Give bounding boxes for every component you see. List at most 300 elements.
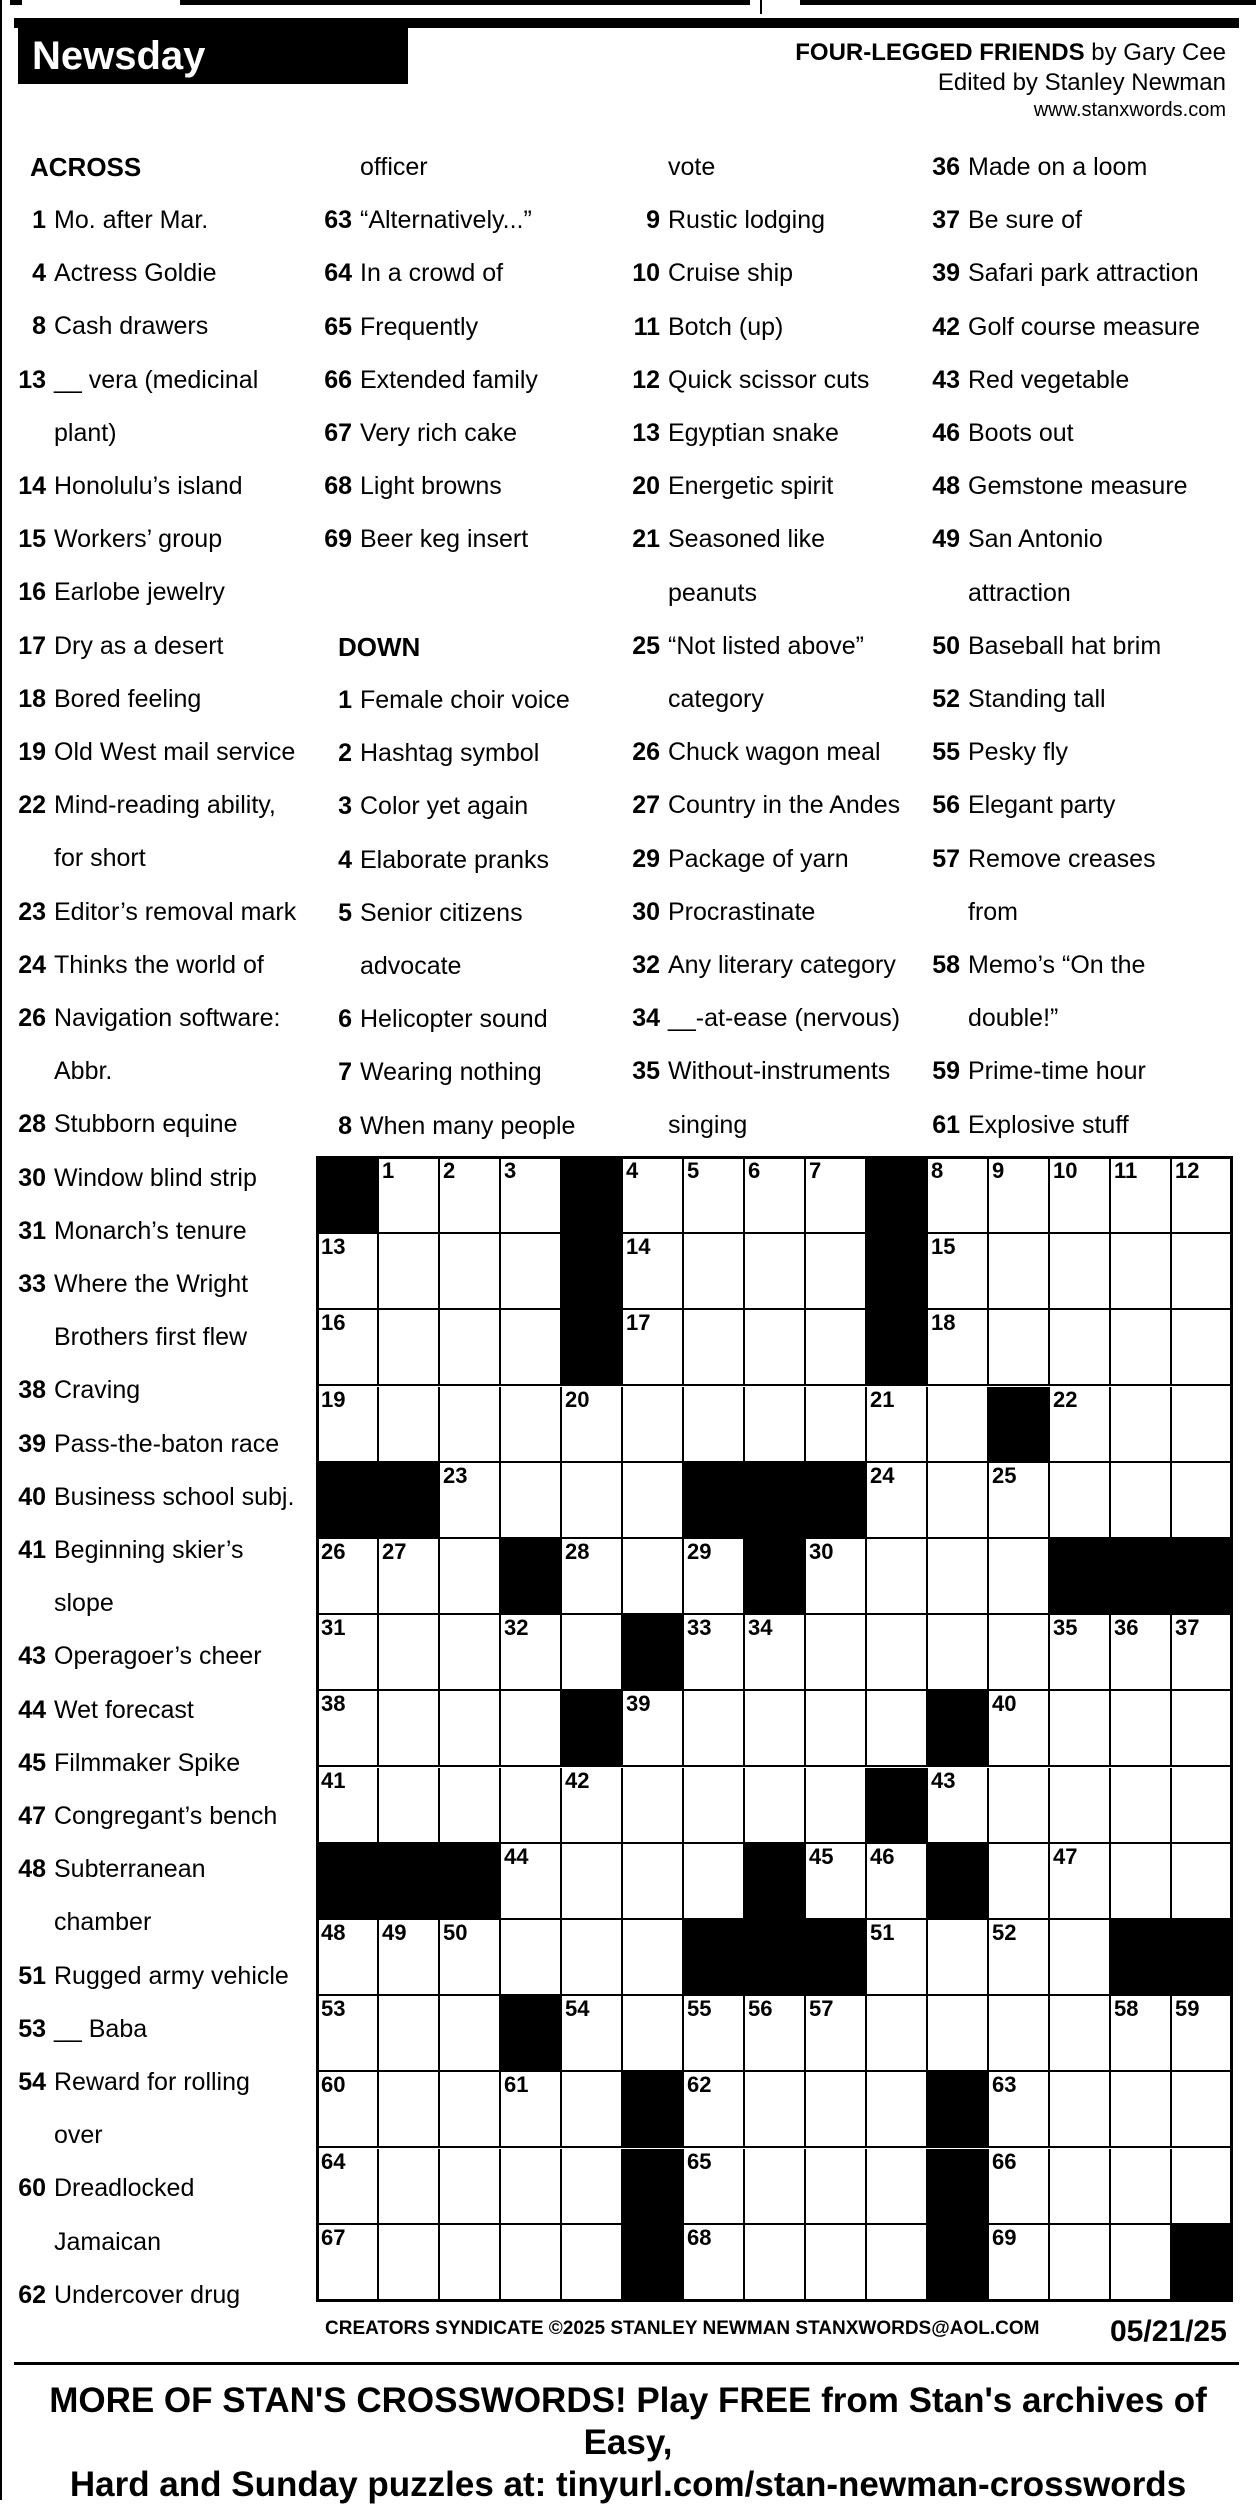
- grid-cell[interactable]: [867, 1691, 928, 1767]
- grid-cell[interactable]: [989, 1310, 1050, 1386]
- clue-text: over: [54, 2121, 103, 2150]
- grid-cell[interactable]: [440, 1310, 501, 1386]
- clue-continuation: [6, 407, 117, 460]
- clue-text: Monarch’s tenure: [54, 1216, 247, 1245]
- grid-cell[interactable]: [1111, 1615, 1172, 1691]
- grid-cell[interactable]: [562, 1539, 623, 1615]
- grid-cell[interactable]: [623, 1158, 684, 1234]
- cell-number: 26: [321, 1539, 346, 1564]
- grid-cell[interactable]: [562, 1920, 623, 1996]
- grid-cell[interactable]: [928, 1768, 989, 1844]
- clue-continuation: [620, 1099, 747, 1152]
- grid-cell[interactable]: [562, 1844, 623, 1920]
- grid-cell[interactable]: [928, 1996, 989, 2072]
- grid-cell[interactable]: [745, 1234, 806, 1310]
- clue-11: [620, 301, 783, 354]
- grid-cell[interactable]: [684, 1310, 745, 1386]
- clue-number: 27: [632, 791, 660, 820]
- grid-cell[interactable]: [379, 2149, 440, 2225]
- clue-text: Package of yarn: [668, 844, 849, 873]
- grid-cell[interactable]: [440, 2225, 501, 2301]
- clue-number: 55: [932, 738, 960, 767]
- promo-line-2: Hard and Sunday puzzles at: tinyurl.com/stan-newman-crosswords: [69, 2465, 1187, 2504]
- grid-cell[interactable]: [1172, 1387, 1233, 1463]
- clue-3: [312, 780, 528, 833]
- grid-cell[interactable]: [867, 1920, 928, 1996]
- grid-cell[interactable]: [989, 1920, 1050, 1996]
- grid-cell[interactable]: [440, 1691, 501, 1767]
- grid-cell[interactable]: [806, 1158, 867, 1234]
- clue-text: Wet forecast: [54, 1695, 194, 1724]
- grid-cell[interactable]: [928, 1920, 989, 1996]
- syndicate-credit: CREATORS SYNDICATE ©2025 STANLEY NEWMAN STANXWORDS@AOL.COM: [325, 2318, 1040, 2339]
- grid-cell[interactable]: [562, 2225, 623, 2301]
- grid-cell[interactable]: [623, 1920, 684, 1996]
- clue-number: 48: [932, 472, 960, 501]
- clue-30: [620, 886, 815, 939]
- grid-cell[interactable]: [501, 1920, 562, 1996]
- clue-12: [620, 354, 869, 407]
- grid-cell[interactable]: [562, 1768, 623, 1844]
- grid-cell[interactable]: [501, 1463, 562, 1539]
- clue-continuation: [620, 141, 715, 194]
- clue-text: Female choir voice: [360, 686, 570, 714]
- grid-cell[interactable]: [989, 1691, 1050, 1767]
- grid-cell[interactable]: [745, 2225, 806, 2301]
- grid-cell[interactable]: [1172, 1615, 1233, 1691]
- clue-number: 4: [338, 845, 352, 874]
- grid-cell[interactable]: [928, 1387, 989, 1463]
- puzzle-date: 05/21/25: [1110, 2315, 1227, 2348]
- grid-cell[interactable]: [1172, 1691, 1233, 1767]
- grid-cell[interactable]: [684, 1387, 745, 1463]
- grid-cell[interactable]: [623, 1310, 684, 1386]
- grid-cell[interactable]: [440, 1387, 501, 1463]
- grid-cell[interactable]: [440, 1539, 501, 1615]
- grid-cell[interactable]: [440, 1234, 501, 1310]
- grid-cell[interactable]: [745, 1691, 806, 1767]
- website: www.stanxwords.com: [1033, 99, 1226, 121]
- grid-cell[interactable]: [379, 1768, 440, 1844]
- clue-27: [620, 779, 900, 832]
- grid-cell[interactable]: [440, 1615, 501, 1691]
- grid-cell[interactable]: [989, 1234, 1050, 1310]
- grid-cell[interactable]: [501, 1310, 562, 1386]
- grid-cell[interactable]: [989, 1996, 1050, 2072]
- clue-48: [920, 460, 1188, 513]
- grid-cell[interactable]: [623, 1691, 684, 1767]
- grid-cell[interactable]: [501, 1691, 562, 1767]
- grid-cell[interactable]: [501, 1234, 562, 1310]
- cell-number: 69: [992, 2224, 1017, 2250]
- clue-text: Reward for rolling: [54, 2068, 250, 2096]
- grid-cell[interactable]: [623, 1844, 684, 1920]
- grid-cell[interactable]: [1050, 2072, 1111, 2148]
- clue-8: [6, 300, 208, 353]
- clue-number: 34: [632, 1004, 660, 1033]
- clue-number: 30: [632, 897, 660, 926]
- clue-text: Dreadlocked: [54, 2174, 195, 2203]
- grid-cell[interactable]: [623, 1463, 684, 1539]
- clue-number: 20: [632, 472, 660, 501]
- grid-block: [562, 1234, 623, 1310]
- cell-number: 40: [992, 1691, 1017, 1717]
- clue-text: Explosive stuff: [968, 1110, 1129, 1139]
- clue-text: Remove creases: [968, 844, 1156, 873]
- grid-cell[interactable]: [623, 1539, 684, 1615]
- grid-cell[interactable]: [440, 1996, 501, 2072]
- grid-cell[interactable]: [806, 1691, 867, 1767]
- grid-cell[interactable]: [989, 1615, 1050, 1691]
- grid-cell[interactable]: [989, 1768, 1050, 1844]
- grid-cell[interactable]: [1111, 2225, 1172, 2301]
- grid-cell[interactable]: [806, 1310, 867, 1386]
- grid-cell[interactable]: [745, 2072, 806, 2148]
- puzzle-title: FOUR-LEGGED FRIENDS: [795, 39, 1085, 66]
- grid-cell[interactable]: [806, 1996, 867, 2072]
- clue-text: Procrastinate: [668, 897, 816, 926]
- clue-32: [620, 939, 896, 992]
- grid-cell[interactable]: [745, 2149, 806, 2225]
- grid-cell[interactable]: [1172, 2072, 1233, 2148]
- clue-48: [6, 1843, 206, 1896]
- grid-cell[interactable]: [501, 2225, 562, 2301]
- grid-cell[interactable]: [928, 1615, 989, 1691]
- grid-cell[interactable]: [1172, 1310, 1233, 1386]
- grid-cell[interactable]: [989, 2149, 1050, 2225]
- grid-cell[interactable]: [989, 2225, 1050, 2301]
- cell-number: 2: [443, 1158, 456, 1183]
- clue-number: 48: [18, 1855, 46, 1884]
- grid-cell[interactable]: [379, 1158, 440, 1234]
- grid-cell[interactable]: [684, 1158, 745, 1234]
- grid-cell[interactable]: [867, 1844, 928, 1920]
- grid-cell[interactable]: [318, 1234, 379, 1310]
- grid-block: [745, 1844, 806, 1920]
- grid-cell[interactable]: [501, 1844, 562, 1920]
- grid-cell[interactable]: [501, 2149, 562, 2225]
- grid-cell[interactable]: [928, 1158, 989, 1234]
- grid-cell[interactable]: [440, 1920, 501, 1996]
- grid-cell[interactable]: [562, 1387, 623, 1463]
- clue-text: When many people: [360, 1111, 576, 1140]
- grid-cell[interactable]: [989, 1158, 1050, 1234]
- grid-cell[interactable]: [1172, 1844, 1233, 1920]
- grid-cell[interactable]: [501, 1768, 562, 1844]
- clue-63: [312, 194, 532, 247]
- grid-cell[interactable]: [806, 2149, 867, 2225]
- clue-text: Congregant’s bench: [54, 1802, 278, 1830]
- grid-cell[interactable]: [1050, 1920, 1111, 1996]
- grid-cell[interactable]: [684, 1691, 745, 1767]
- grid-cell[interactable]: [440, 2072, 501, 2148]
- grid-cell[interactable]: [379, 1996, 440, 2072]
- clue-text: Prime-time hour: [968, 1057, 1146, 1086]
- grid-cell[interactable]: [928, 1463, 989, 1539]
- clue-text: “Not listed above”: [668, 631, 864, 660]
- grid-cell[interactable]: [867, 1615, 928, 1691]
- clue-text: Pesky fly: [968, 738, 1069, 767]
- clue-52: [920, 673, 1106, 726]
- grid-block: [379, 1463, 440, 1539]
- clue-42: [920, 301, 1200, 354]
- grid-cell[interactable]: [501, 1158, 562, 1234]
- grid-cell[interactable]: [501, 2072, 562, 2148]
- grid-cell[interactable]: [867, 1463, 928, 1539]
- clue-text: Very rich cake: [360, 419, 518, 447]
- cell-number: 28: [565, 1539, 590, 1564]
- grid-cell[interactable]: [562, 1615, 623, 1691]
- grid-cell[interactable]: [867, 1996, 928, 2072]
- grid-cell[interactable]: [745, 1615, 806, 1691]
- grid-cell[interactable]: [318, 2225, 379, 2301]
- clue-number: 7: [338, 1058, 352, 1087]
- clue-text: Dry as a desert: [54, 631, 224, 660]
- grid-cell[interactable]: [806, 1539, 867, 1615]
- grid-cell[interactable]: [1050, 1844, 1111, 1920]
- grid-cell[interactable]: [806, 2225, 867, 2301]
- grid-cell[interactable]: [684, 1996, 745, 2072]
- grid-cell[interactable]: [928, 1310, 989, 1386]
- grid-cell[interactable]: [623, 1768, 684, 1844]
- grid-cell[interactable]: [867, 2072, 928, 2148]
- cell-number: 15: [931, 1234, 956, 1260]
- clue-text: Brothers first flew: [54, 1323, 248, 1352]
- clue-text: In a crowd of: [360, 259, 504, 288]
- cell-number: 51: [870, 1920, 895, 1945]
- grid-cell[interactable]: [989, 1463, 1050, 1539]
- grid-cell[interactable]: [867, 1387, 928, 1463]
- grid-cell[interactable]: [501, 1615, 562, 1691]
- cell-number: 4: [626, 1158, 639, 1183]
- grid-cell[interactable]: [1050, 1463, 1111, 1539]
- grid-cell[interactable]: [684, 1768, 745, 1844]
- grid-cell[interactable]: [1111, 1234, 1172, 1310]
- grid-cell[interactable]: [928, 1234, 989, 1310]
- grid-cell[interactable]: [806, 1387, 867, 1463]
- grid-cell[interactable]: [1172, 2149, 1233, 2225]
- grid-cell[interactable]: [867, 1539, 928, 1615]
- clue-text: Bored feeling: [54, 684, 202, 713]
- grid-cell[interactable]: [379, 2225, 440, 2301]
- clue-text: Workers’ group: [54, 525, 223, 554]
- grid-cell[interactable]: [562, 2149, 623, 2225]
- grid-cell[interactable]: [928, 1539, 989, 1615]
- clue-39: [6, 1418, 279, 1471]
- grid-cell[interactable]: [1050, 1234, 1111, 1310]
- grid-cell[interactable]: [1050, 1996, 1111, 2072]
- grid-cell[interactable]: [318, 1387, 379, 1463]
- clue-text: Standing tall: [968, 685, 1106, 713]
- grid-cell[interactable]: [806, 1615, 867, 1691]
- grid-cell[interactable]: [318, 1691, 379, 1767]
- grid-cell[interactable]: [379, 1387, 440, 1463]
- grid-cell[interactable]: [989, 1844, 1050, 1920]
- grid-cell[interactable]: [867, 2149, 928, 2225]
- cell-number: 33: [687, 1615, 712, 1641]
- cell-number: 16: [321, 1310, 346, 1336]
- promo-line-1: MORE OF STAN'S CROSSWORDS! Play FREE from Stan's archives of Easy,: [49, 2381, 1207, 2462]
- clue-number: 14: [18, 472, 46, 500]
- grid-cell[interactable]: [806, 1234, 867, 1310]
- clue-43: [6, 1630, 262, 1683]
- grid-cell[interactable]: [1050, 2225, 1111, 2301]
- clue-number: 60: [18, 2174, 46, 2203]
- grid-cell[interactable]: [1050, 1768, 1111, 1844]
- grid-block: [623, 2225, 684, 2301]
- grid-cell[interactable]: [684, 2072, 745, 2148]
- grid-cell[interactable]: [1050, 1691, 1111, 1767]
- clue-text: Frequently: [360, 312, 479, 341]
- cell-number: 60: [321, 2072, 346, 2098]
- cell-number: 45: [809, 1843, 834, 1869]
- grid-cell[interactable]: [684, 1234, 745, 1310]
- clue-text: Energetic spirit: [668, 472, 834, 501]
- grid-cell[interactable]: [1050, 2149, 1111, 2225]
- grid-cell[interactable]: [684, 1615, 745, 1691]
- grid-cell[interactable]: [989, 2072, 1050, 2148]
- grid-cell[interactable]: [1111, 2149, 1172, 2225]
- grid-cell[interactable]: [501, 1387, 562, 1463]
- grid-cell[interactable]: [440, 1768, 501, 1844]
- byline: [795, 38, 1226, 122]
- grid-cell[interactable]: [379, 1234, 440, 1310]
- grid-cell[interactable]: [806, 2072, 867, 2148]
- clue-continuation: [6, 2109, 103, 2162]
- grid-cell[interactable]: [684, 1844, 745, 1920]
- grid-cell[interactable]: [1111, 1691, 1172, 1767]
- grid-block: [623, 1615, 684, 1691]
- grid-block: [562, 1691, 623, 1767]
- cell-number: 61: [504, 2072, 529, 2098]
- promo-text: [0, 2380, 1256, 2506]
- grid-cell[interactable]: [562, 1463, 623, 1539]
- grid-cell[interactable]: [318, 2072, 379, 2148]
- grid-cell[interactable]: [989, 1539, 1050, 1615]
- clue-text: Where the Wright: [54, 1270, 249, 1298]
- grid-cell[interactable]: [806, 1844, 867, 1920]
- cell-number: 30: [809, 1539, 834, 1564]
- clue-33: [6, 1258, 248, 1311]
- across-heading: ACROSS: [30, 152, 142, 182]
- grid-cell[interactable]: [379, 1691, 440, 1767]
- grid-cell[interactable]: [1172, 1768, 1233, 1844]
- grid-cell[interactable]: [745, 1310, 806, 1386]
- clue-number: 58: [932, 951, 960, 979]
- grid-cell[interactable]: [318, 2149, 379, 2225]
- clue-10: [620, 247, 793, 300]
- down-heading: DOWN: [338, 632, 421, 662]
- grid-cell[interactable]: [1111, 1158, 1172, 1234]
- clue-text: from: [968, 897, 1018, 926]
- top-rule: [180, 0, 750, 5]
- grid-cell[interactable]: [1050, 1387, 1111, 1463]
- grid-cell[interactable]: [1111, 1387, 1172, 1463]
- grid-cell[interactable]: [379, 1615, 440, 1691]
- clue-13: [620, 407, 839, 460]
- grid-cell[interactable]: [745, 1996, 806, 2072]
- grid-cell[interactable]: [745, 1768, 806, 1844]
- grid-cell[interactable]: [562, 1996, 623, 2072]
- grid-cell[interactable]: [1172, 1996, 1233, 2072]
- cell-number: 11: [1114, 1158, 1138, 1183]
- grid-cell[interactable]: [623, 1387, 684, 1463]
- grid-cell[interactable]: [745, 1387, 806, 1463]
- grid-cell[interactable]: [440, 1463, 501, 1539]
- grid-cell[interactable]: [1111, 2072, 1172, 2148]
- grid-cell[interactable]: [379, 1539, 440, 1615]
- grid-cell[interactable]: [745, 1158, 806, 1234]
- grid-cell[interactable]: [379, 2072, 440, 2148]
- cell-number: 3: [504, 1158, 517, 1183]
- grid-cell[interactable]: [1111, 1844, 1172, 1920]
- grid-cell[interactable]: [562, 2072, 623, 2148]
- grid-cell[interactable]: [1111, 1996, 1172, 2072]
- cell-number: 41: [321, 1767, 346, 1793]
- clue-26: [6, 992, 281, 1045]
- grid-cell[interactable]: [318, 1768, 379, 1844]
- clue-text: Extended family: [360, 365, 538, 394]
- grid-cell[interactable]: [318, 1920, 379, 1996]
- clue-text: Red vegetable: [968, 365, 1130, 394]
- grid-cell[interactable]: [623, 1996, 684, 2072]
- clue-text: attraction: [968, 578, 1071, 607]
- cell-number: 67: [321, 2224, 346, 2250]
- grid-cell[interactable]: [684, 1539, 745, 1615]
- cell-number: 66: [992, 2148, 1017, 2174]
- grid-block: [1172, 2225, 1233, 2301]
- clue-9: [620, 194, 825, 247]
- grid-cell[interactable]: [1111, 1310, 1172, 1386]
- grid-cell[interactable]: [379, 1310, 440, 1386]
- grid-cell[interactable]: [1172, 1463, 1233, 1539]
- grid-cell[interactable]: [1050, 1615, 1111, 1691]
- grid-cell[interactable]: [440, 1158, 501, 1234]
- grid-cell[interactable]: [1172, 1158, 1233, 1234]
- grid-block: [928, 1691, 989, 1767]
- clue-number: 64: [324, 259, 352, 288]
- grid-cell[interactable]: [1111, 1768, 1172, 1844]
- grid-cell[interactable]: [1050, 1310, 1111, 1386]
- clue-continuation: [312, 141, 428, 194]
- grid-cell[interactable]: [1050, 1158, 1111, 1234]
- cell-number: 24: [870, 1462, 895, 1488]
- grid-cell[interactable]: [318, 1539, 379, 1615]
- clue-46: [920, 407, 1074, 460]
- cell-number: 27: [382, 1539, 407, 1564]
- grid-cell[interactable]: [440, 2149, 501, 2225]
- clue-number: 56: [932, 791, 960, 820]
- grid-cell[interactable]: [867, 2225, 928, 2301]
- grid-cell[interactable]: [684, 2225, 745, 2301]
- grid-cell[interactable]: [318, 1615, 379, 1691]
- grid-cell[interactable]: [684, 2149, 745, 2225]
- grid-cell[interactable]: [318, 1310, 379, 1386]
- grid-cell[interactable]: [318, 1996, 379, 2072]
- grid-cell[interactable]: [379, 1920, 440, 1996]
- grid-cell[interactable]: [806, 1768, 867, 1844]
- clue-text: Elegant party: [968, 791, 1116, 820]
- clue-text: Chuck wagon meal: [668, 738, 881, 767]
- grid-block: [867, 1768, 928, 1844]
- clue-text: “Alternatively...”: [360, 206, 532, 235]
- grid-cell[interactable]: [623, 1234, 684, 1310]
- grid-block: [1050, 1539, 1111, 1615]
- grid-cell[interactable]: [1111, 1463, 1172, 1539]
- clue-number: 26: [18, 1004, 46, 1032]
- clue-number: 24: [18, 950, 46, 979]
- grid-cell[interactable]: [1172, 1234, 1233, 1310]
